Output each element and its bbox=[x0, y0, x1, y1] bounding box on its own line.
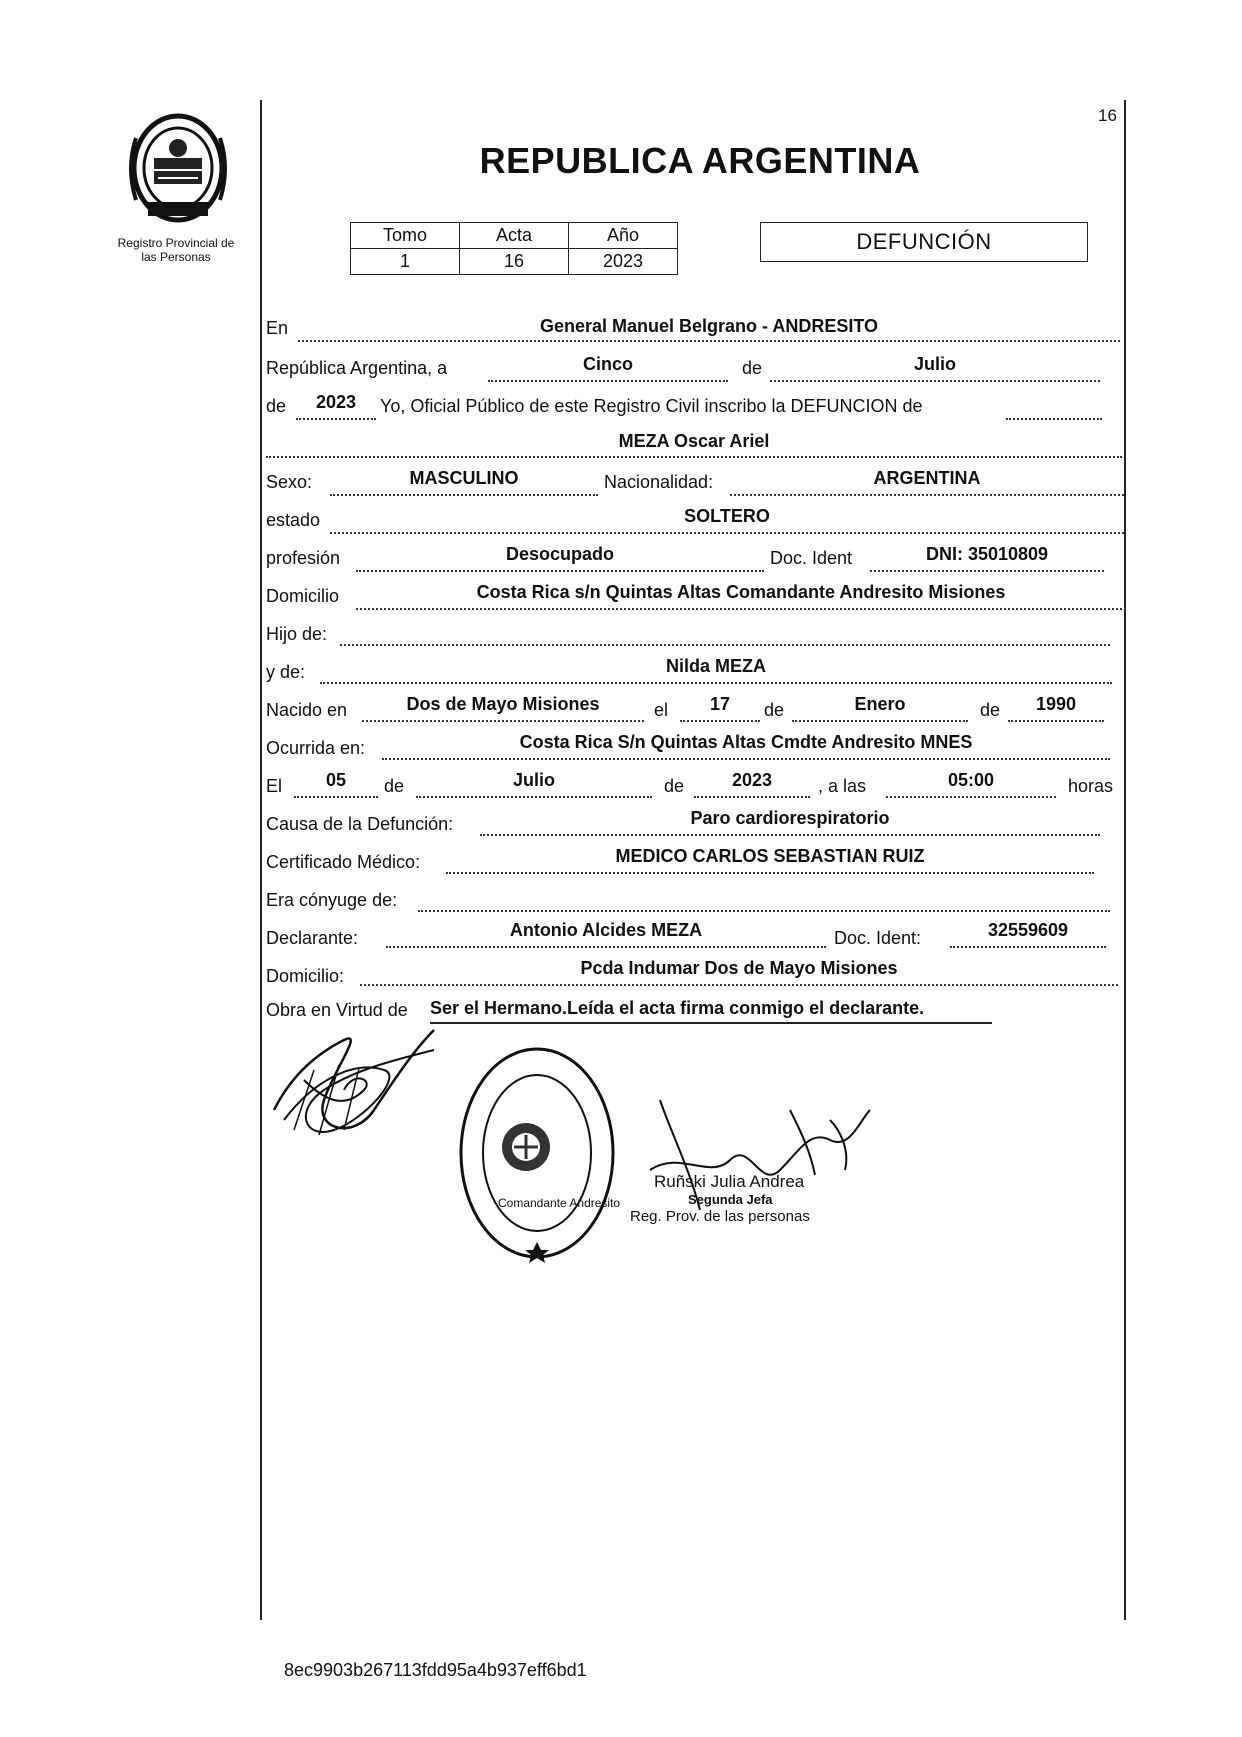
ocurrida-value: Costa Rica S/n Quintas Altas Cmdte Andresito MNES bbox=[519, 732, 973, 752]
dotted-line bbox=[418, 910, 1110, 912]
dotted-line bbox=[356, 608, 1126, 610]
hora-value: 05:00 bbox=[947, 770, 995, 790]
cert-label: Certificado Médico: bbox=[266, 852, 421, 872]
official-role: Segunda Jefa bbox=[688, 1192, 773, 1207]
registry-value-row bbox=[351, 249, 678, 275]
tomo-header: Tomo bbox=[351, 223, 460, 249]
record-kind-box: DEFUNCIÓN bbox=[760, 222, 1088, 262]
estado-label: estado bbox=[266, 510, 321, 530]
place-value: General Manuel Belgrano - ANDRESITO bbox=[539, 316, 879, 336]
dotted-line bbox=[298, 340, 1120, 342]
org-line-1: Registro Provincial de bbox=[117, 236, 235, 250]
anio-header: Año bbox=[569, 223, 678, 249]
year-value: 2023 bbox=[315, 392, 357, 412]
sexo-label: Sexo: bbox=[266, 472, 313, 492]
sexo-value: MASCULINO bbox=[409, 468, 519, 488]
domicilio-value: Costa Rica s/n Quintas Altas Comandante Andresito Misiones bbox=[476, 582, 1006, 602]
official-name: Ruñski Julia Andrea bbox=[654, 1172, 805, 1191]
dotted-line bbox=[870, 570, 1104, 572]
en-label: En bbox=[266, 318, 289, 338]
dotted-line bbox=[488, 380, 728, 382]
dotted-line bbox=[362, 720, 644, 722]
de-label: de bbox=[764, 700, 785, 720]
stamp-center-text: Comandante Andresito bbox=[498, 1196, 621, 1210]
misiones-emblem-logo bbox=[118, 108, 238, 228]
page-title: REPUBLICA ARGENTINA bbox=[479, 140, 921, 181]
registry-header-row bbox=[351, 223, 678, 249]
yde-label: y de: bbox=[266, 662, 306, 682]
acta-value: 16 bbox=[460, 249, 569, 275]
official-office: Reg. Prov. de las personas bbox=[630, 1208, 810, 1225]
ocurrida-label: Ocurrida en: bbox=[266, 738, 366, 758]
dotted-line bbox=[680, 720, 760, 722]
day-words-value: Cinco bbox=[582, 354, 633, 374]
doc-label: Doc. Ident bbox=[770, 548, 853, 568]
dotted-line bbox=[360, 984, 1118, 986]
dotted-line bbox=[266, 456, 1122, 458]
dotted-line bbox=[330, 494, 598, 496]
dotted-line bbox=[340, 644, 1110, 646]
oficial-text: Yo, Oficial Público de este Registro Civil inscribo la DEFUNCION de bbox=[380, 396, 923, 416]
dia-value: 05 bbox=[325, 770, 347, 790]
declarante-signature bbox=[264, 1010, 444, 1160]
yde-value: Nilda MEZA bbox=[665, 656, 766, 676]
doc2-label: Doc. Ident: bbox=[834, 928, 922, 948]
nacido-dia-value: 17 bbox=[709, 694, 731, 714]
de-label: de bbox=[664, 776, 685, 796]
month-value: Julio bbox=[913, 354, 956, 374]
registry-table bbox=[350, 222, 678, 275]
de-label: de bbox=[384, 776, 405, 796]
page-number: 16 bbox=[1098, 106, 1117, 125]
doc2-value: 32559609 bbox=[987, 920, 1069, 940]
profesion-value: Desocupado bbox=[505, 544, 615, 564]
right-margin-rule bbox=[1124, 100, 1126, 1620]
dotted-line bbox=[480, 834, 1100, 836]
dotted-line bbox=[446, 872, 1094, 874]
domicilio2-value: Pcda Indumar Dos de Mayo Misiones bbox=[580, 958, 898, 978]
dotted-line bbox=[694, 796, 810, 798]
dotted-line bbox=[730, 494, 1124, 496]
dotted-line bbox=[950, 946, 1106, 948]
acta-header: Acta bbox=[460, 223, 569, 249]
nacido-label: Nacido en bbox=[266, 700, 348, 720]
de-label: de bbox=[742, 358, 763, 378]
dotted-line bbox=[330, 532, 1124, 534]
el-label: El bbox=[266, 776, 283, 796]
dotted-line bbox=[770, 380, 1100, 382]
deceased-name: MEZA Oscar Ariel bbox=[618, 431, 770, 451]
dotted-line bbox=[382, 758, 1110, 760]
dotted-line bbox=[1008, 720, 1104, 722]
de-label: de bbox=[266, 396, 287, 416]
anio-value: 2023 bbox=[569, 249, 678, 275]
domicilio2-label: Domicilio: bbox=[266, 966, 345, 986]
org-line-2: las Personas bbox=[141, 250, 211, 264]
dotted-line bbox=[416, 796, 652, 798]
hijo-label: Hijo de: bbox=[266, 624, 328, 644]
republic-label: República Argentina, a bbox=[266, 358, 448, 378]
dotted-line bbox=[792, 720, 968, 722]
alas-label: , a las bbox=[818, 776, 867, 796]
obra-value: Ser el Hermano.Leída el acta firma conmigo el declarante. bbox=[430, 998, 925, 1018]
estado-value: SOLTERO bbox=[684, 506, 770, 526]
doc-value: DNI: 35010809 bbox=[925, 544, 1049, 564]
mes-value: Julio bbox=[512, 770, 555, 790]
cert-value: MEDICO CARLOS SEBASTIAN RUIZ bbox=[615, 846, 925, 866]
nacionalidad-value: ARGENTINA bbox=[873, 468, 981, 488]
conyuge-label: Era cónyuge de: bbox=[266, 890, 398, 910]
nacido-anio-value: 1990 bbox=[1035, 694, 1077, 714]
de-label: de bbox=[980, 700, 1001, 720]
dotted-line bbox=[386, 946, 826, 948]
left-margin-rule bbox=[260, 100, 262, 1620]
dotted-line bbox=[356, 570, 764, 572]
tomo-value: 1 bbox=[351, 249, 460, 275]
nacido-lugar-value: Dos de Mayo Misiones bbox=[406, 694, 600, 714]
dotted-line bbox=[886, 796, 1056, 798]
dotted-line bbox=[1006, 418, 1102, 420]
nacionalidad-label: Nacionalidad: bbox=[604, 472, 714, 492]
dotted-line bbox=[296, 418, 376, 420]
declarante-value: Antonio Alcides MEZA bbox=[509, 920, 703, 940]
official-stamp bbox=[456, 1042, 621, 1264]
nacido-mes-value: Enero bbox=[854, 694, 906, 714]
dotted-line bbox=[294, 796, 378, 798]
profesion-label: profesión bbox=[266, 548, 341, 568]
obra-underline bbox=[430, 1022, 992, 1024]
anio-value: 2023 bbox=[731, 770, 773, 790]
org-name bbox=[96, 236, 256, 264]
causa-value: Paro cardiorespiratorio bbox=[690, 808, 890, 828]
causa-label: Causa de la Defunción: bbox=[266, 814, 454, 834]
obra-label: Obra en Virtud de bbox=[266, 1000, 408, 1020]
domicilio-label: Domicilio bbox=[266, 586, 340, 606]
document-hash: 8ec9903b267113fdd95a4b937eff6bd1 bbox=[284, 1660, 587, 1680]
el-label: el bbox=[654, 700, 669, 720]
declarante-label: Declarante: bbox=[266, 928, 359, 948]
dotted-line bbox=[320, 682, 1112, 684]
horas-label: horas bbox=[1068, 776, 1114, 796]
